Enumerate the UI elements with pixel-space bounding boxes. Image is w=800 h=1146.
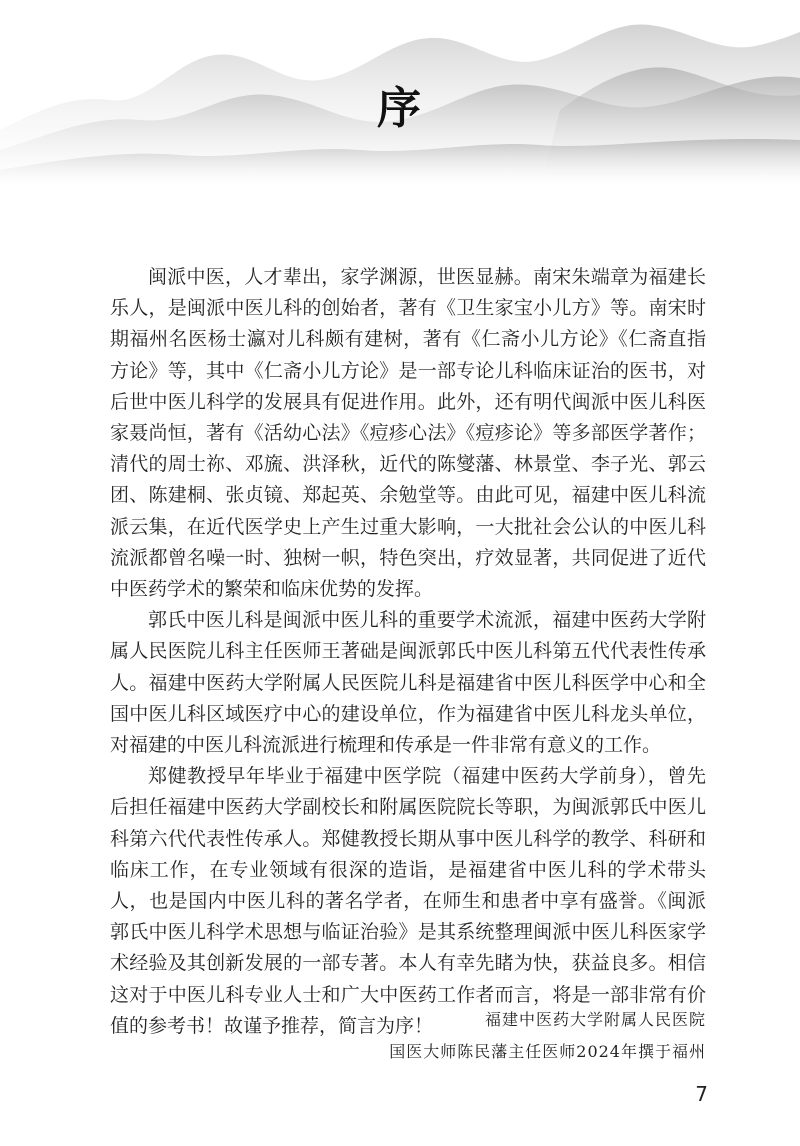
signature-block — [389, 1004, 706, 1068]
page-number: 7 — [695, 1082, 708, 1106]
paragraph: 郑健教授早年毕业于福建中医学院（福建中医药大学前身），曾先后担任福建中医药大学副校长和附属医院院长等职，为闽派郭氏中医儿科第六代代表性传承人。郑健教授长期从事中医儿科学的教学、科研和临床工作，在专业领域有很深的造诣，是福建省中医儿科的学术带头人，也是国内中医儿科的著名学者，在师生和患者中享有盛誉。《闽派郭氏中医儿科学术思想与临证治验》是其系统整理闽派中医儿科医家学术经验及其创新发展的一部专著。本人有幸先睹为快，获益良多。相信这对于中医儿科专业人士和广大中医药工作者而言，将是一部非常有价值的参考书！故谨予推荐，简言为序！ — [110, 765, 706, 1037]
paragraph: 郭氏中医儿科是闽派中医儿科的重要学术流派，福建中医药大学附属人民医院儿科主任医师王著础是闽派郭氏中医儿科第五代代表性传承人。福建中医药大学附属人民医院儿科是福建省中医儿科医学中心和全国中医儿科区域医疗中心的建设单位，作为福建省中医儿科龙头单位，对福建的中医儿科流派进行梳理和传承是一件非常有意义的工作。 — [110, 609, 706, 757]
signature-institution: 福建中医药大学附属人民医院 — [484, 1010, 706, 1029]
paragraph: 闽派中医，人才辈出，家学渊源，世医显赫。南宋朱端章为福建长乐人，是闽派中医儿科的创始者，著有《卫生家宝小儿方》等。南宋时期福州名医杨士瀛对儿科颇有建树，著有《仁斋小儿方论》《仁斋直指方论》等，其中《仁斋小儿方论》是一部专论儿科临床证治的医书，对后世中医儿科学的发展具有促进作用。此外，还有明代闽派中医儿科医家聂尚恒，著有《活幼心法》《痘疹心法》《痘疹论》等多部医学著作；清代的周士祢、邓旒、洪泽秋，近代的陈燮藩、林景堂、李子光、郭云团、陈建桐、张贞镜、郑起英、余勉堂等。由此可见，福建中医儿科流派云集，在近代医学史上产生过重大影响，一大批社会公认的中医儿科流派都曾名噪一时、独树一帜，特色突出，疗效显著，共同促进了近代中医药学术的繁荣和临床优势的发挥。 — [110, 266, 706, 601]
preface-body — [110, 262, 706, 1042]
signature-author: 国医大师陈民藩主任医师2024年撰于福州 — [389, 1042, 706, 1061]
page-title: 序 — [377, 83, 423, 134]
